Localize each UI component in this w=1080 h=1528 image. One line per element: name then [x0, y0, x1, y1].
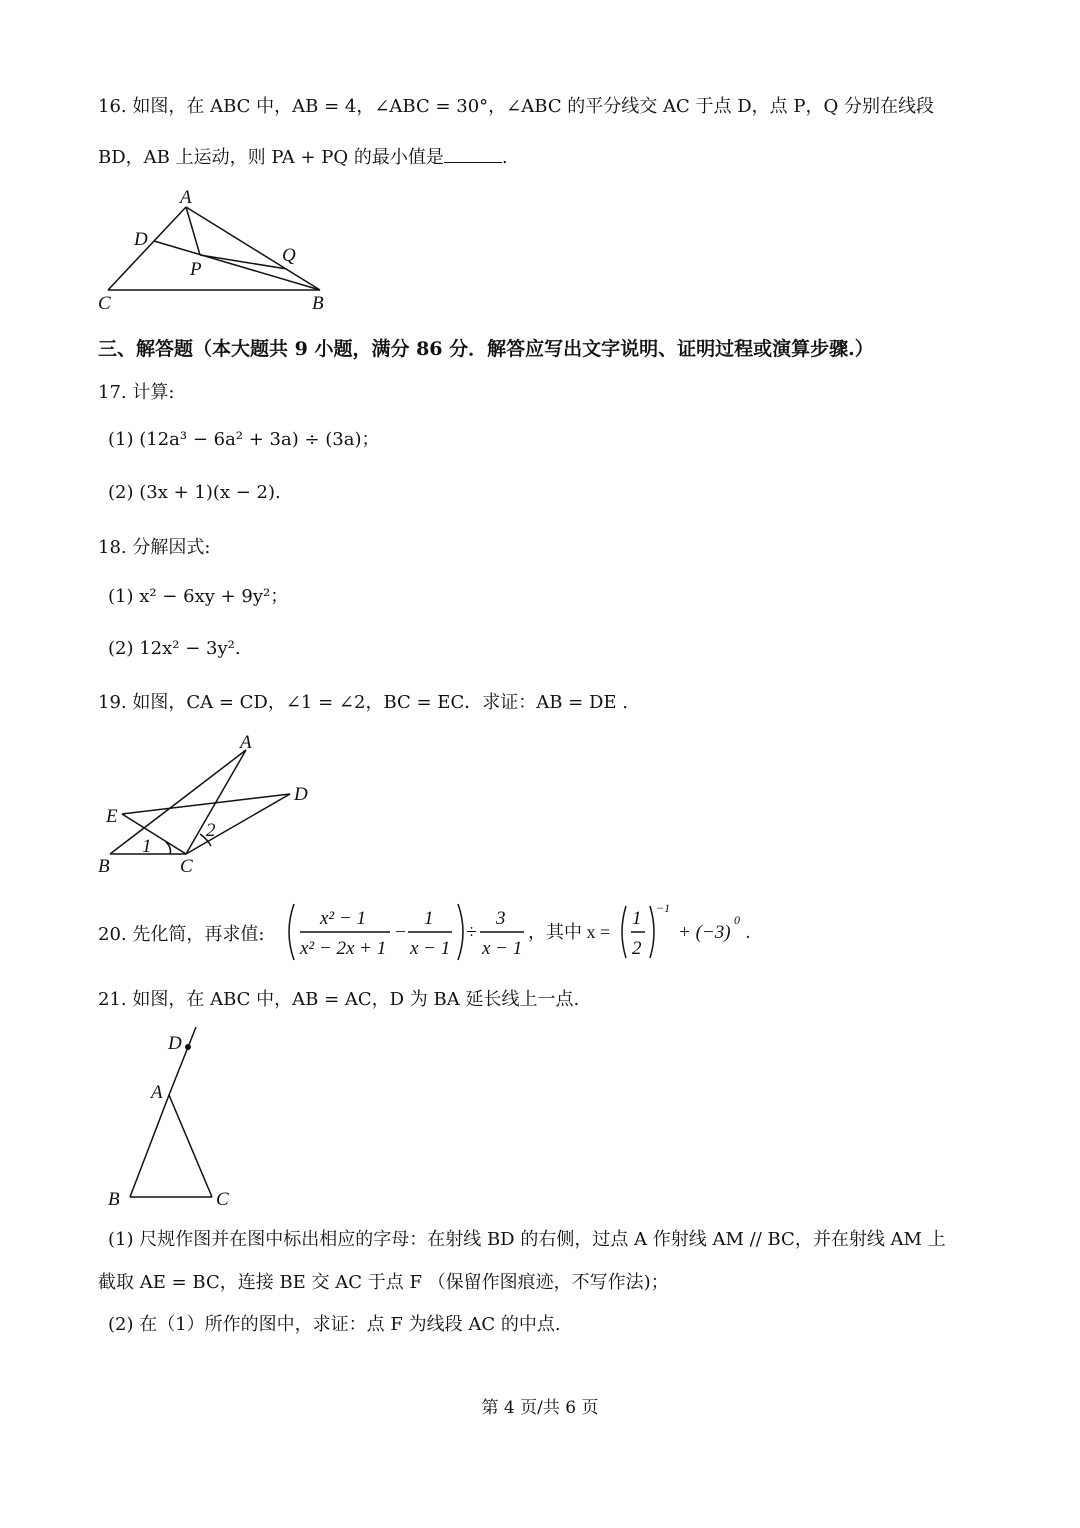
label-c: C — [180, 856, 193, 877]
frac1-numerator: x² − 1 — [320, 908, 366, 929]
segment-ac — [169, 1095, 212, 1197]
frac1-denominator: x² − 2x + 1 — [300, 938, 387, 959]
figure-q19 — [90, 730, 330, 880]
q21-text: 21. 如图，在 ABC 中，AB = AC，D 为 BA 延长线上一点. — [98, 989, 580, 1010]
where-text: ，其中 x = — [528, 922, 611, 942]
segment-ed — [122, 794, 290, 814]
q16-line2-end: . — [501, 147, 508, 168]
q18-title: 18. 分解因式: — [98, 537, 211, 558]
divide-sign: ÷ — [466, 922, 477, 943]
q17-part2: (2) (3x + 1)(x − 2). — [108, 482, 281, 503]
label-a: A — [180, 187, 192, 208]
label-p: P — [190, 259, 202, 280]
q20-prefix: 20. 先化简，再求值: — [98, 924, 265, 945]
frac3-numerator: 3 — [496, 908, 506, 929]
label-a: A — [151, 1082, 163, 1103]
q16-line2-text: BD，AB 上运动，则 PA + PQ 的最小值是 — [98, 147, 444, 168]
end-period: . — [746, 922, 751, 943]
q17-title: 17. 计算: — [98, 382, 175, 403]
paren-left — [289, 904, 294, 960]
half-paren-left — [622, 906, 626, 958]
q16-line2 — [98, 143, 508, 169]
q18-part1: (1) x² − 6xy + 9y²； — [108, 586, 289, 607]
q20-expression — [282, 898, 762, 968]
label-b: B — [98, 856, 110, 877]
q18-part2: (2) 12x² − 3y². — [108, 638, 241, 659]
label-c: C — [98, 293, 111, 314]
frac2-numerator: 1 — [424, 908, 434, 929]
label-d: D — [168, 1033, 182, 1054]
section-heading: 三、解答题（本大题共 9 小题，满分 86 分．解答应写出文字说明、证明过程或演算步骤.） — [98, 338, 874, 360]
segment-ba — [130, 1095, 169, 1197]
label-a: A — [240, 732, 252, 753]
q19-text: 19. 如图，CA = CD，∠1 = ∠2，BC = EC．求证：AB = DE . — [98, 692, 628, 713]
page-footer: 第 4 页/共 6 页 — [481, 1398, 599, 1418]
answer-blank — [444, 146, 502, 163]
q16-line1: 16. 如图，在 ABC 中，AB = 4，∠ABC = 30°，∠ABC 的平分线交 AC 于点 D，点 P，Q 分别在线段 — [98, 96, 934, 117]
segment-ca — [186, 750, 246, 854]
label-b: B — [312, 293, 324, 314]
label-d: D — [134, 229, 148, 250]
segment-cd — [186, 794, 290, 854]
angle-2-label: 2 — [206, 820, 216, 841]
frac3-denominator: x − 1 — [482, 938, 523, 959]
label-c: C — [216, 1189, 229, 1210]
label-e: E — [106, 806, 118, 827]
plus-term: + (−3) — [678, 922, 731, 943]
figure-q21 — [100, 1025, 250, 1215]
label-d: D — [294, 784, 308, 805]
q21-part2: (2) 在（1）所作的图中，求证：点 F 为线段 AC 的中点. — [108, 1314, 561, 1335]
label-b: B — [108, 1189, 120, 1210]
half-numerator: 1 — [632, 908, 642, 929]
minus-sign: − — [394, 922, 407, 943]
frac2-denominator: x − 1 — [410, 938, 451, 959]
figure-q16 — [90, 185, 350, 320]
label-q: Q — [282, 245, 296, 266]
angle-1-label: 1 — [142, 836, 152, 857]
q21-part1-line1: (1) 尺规作图并在图中标出相应的字母：在射线 BD 的右侧，过点 A 作射线 AM // BC，并在射线 AM 上 — [108, 1229, 946, 1250]
point-d — [185, 1044, 191, 1050]
paren-right — [458, 904, 463, 960]
segment-ab — [186, 207, 320, 290]
exponent-negative-one: −1 — [656, 901, 671, 915]
half-paren-right — [650, 906, 654, 958]
half-denominator: 2 — [632, 938, 642, 959]
exponent-zero: 0 — [734, 913, 740, 927]
q17-part1: (1) (12a³ − 6a² + 3a) ÷ (3a)； — [108, 429, 380, 450]
q21-part1-line2: 截取 AE = BC，连接 BE 交 AC 于点 F （保留作图痕迹，不写作法)； — [98, 1272, 669, 1293]
